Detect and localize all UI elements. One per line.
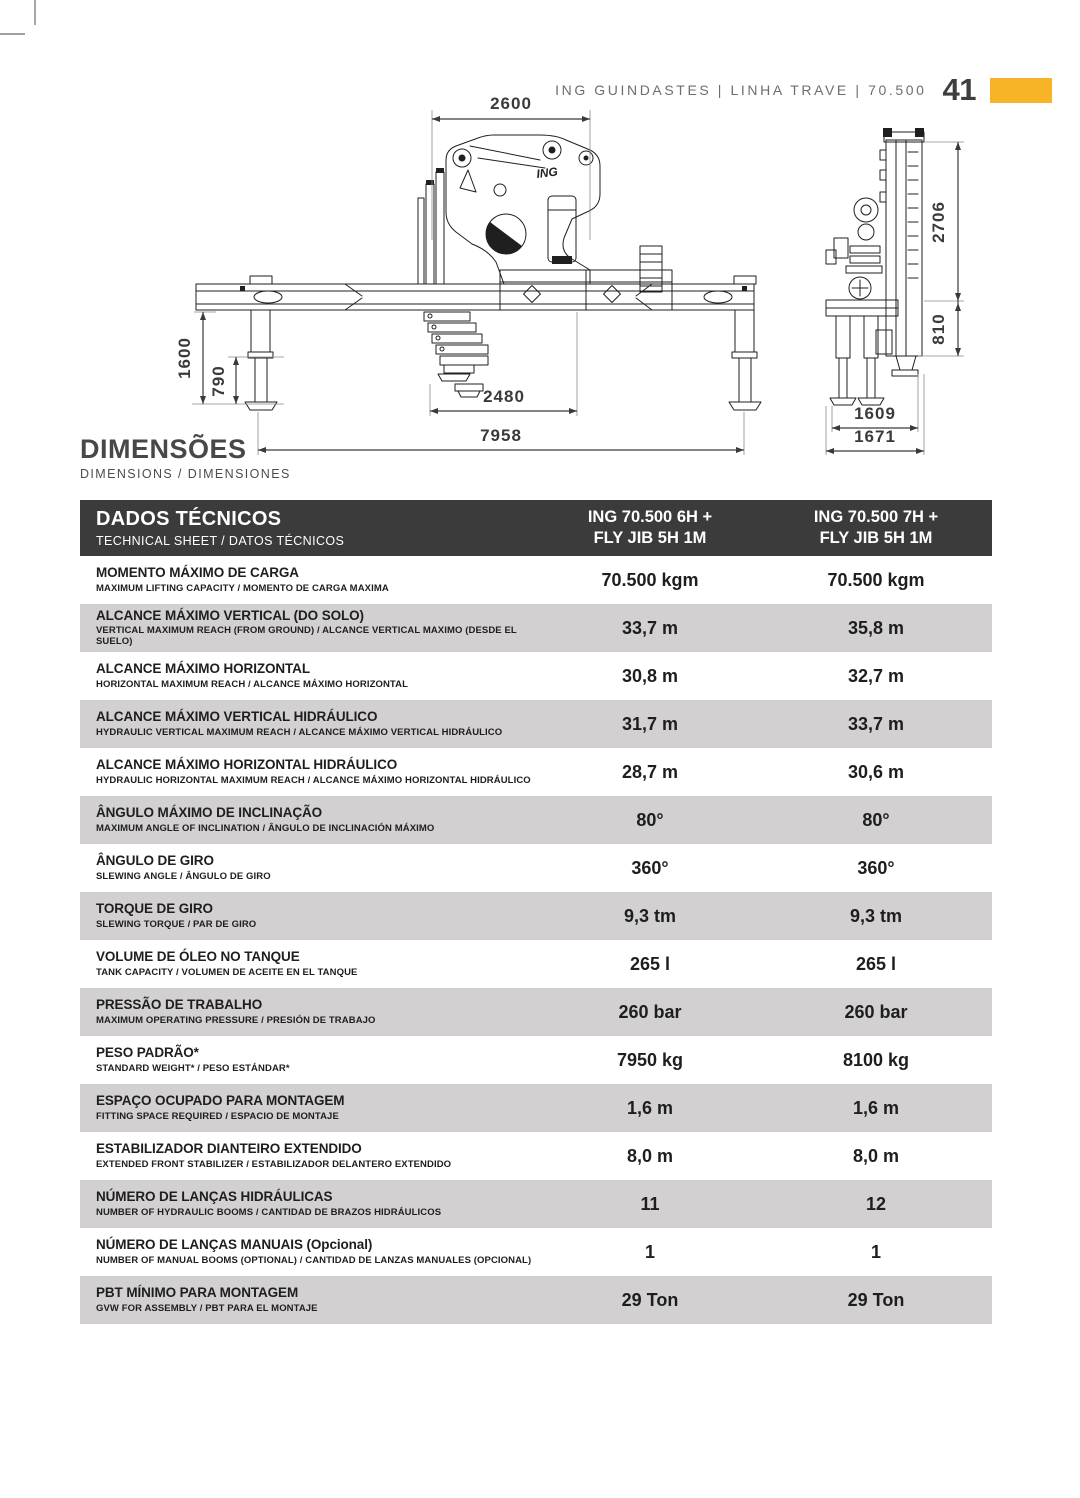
row-value-6h: 260 bar <box>618 1001 682 1022</box>
page-number: 41 <box>942 72 976 107</box>
row-title: ÂNGULO DE GIRO <box>96 852 214 868</box>
side-view-drawing <box>196 135 761 410</box>
row-title: NÚMERO DE LANÇAS HIDRÁULICAS <box>96 1188 333 1204</box>
rear-view-drawing <box>826 128 924 405</box>
row-title: ÂNGULO MÁXIMO DE INCLINAÇÃO <box>96 804 323 820</box>
row-title: ALCANCE MÁXIMO HORIZONTAL <box>96 660 310 676</box>
ing-logo: ING <box>535 164 559 181</box>
row-subtitle: NUMBER OF MANUAL BOOMS (OPTIONAL) / CANTIDAD DE LANZAS MANUALES (OPCIONAL) <box>96 1254 532 1266</box>
side-view-dimensions <box>175 94 744 455</box>
row-title: ALCANCE MÁXIMO VERTICAL (DO SOLO) <box>96 607 364 623</box>
row-value-6h: 28,7 m <box>621 761 679 782</box>
row-value-6h: 30,8 m <box>621 665 679 686</box>
table-row <box>80 652 992 700</box>
row-title: ALCANCE MÁXIMO HORIZONTAL HIDRÁULICO <box>96 756 398 772</box>
row-value-7h: 30,6 m <box>847 761 905 782</box>
column-header-6h-line1: ING 70.500 6H + <box>587 508 713 527</box>
row-value-6h: 11 <box>640 1193 660 1214</box>
row-title: PESO PADRÃO* <box>96 1044 199 1060</box>
table-subtitle: TECHNICAL SHEET / DATOS TÉCNICOS <box>96 534 345 548</box>
row-value-7h: 12 <box>865 1193 887 1214</box>
dim-support-width-outer-label: 1671 <box>854 427 896 446</box>
row-value-7h: 70.500 kgm <box>827 569 925 590</box>
table-row <box>80 940 992 988</box>
column-header-7h-line1: ING 70.500 7H + <box>813 508 939 527</box>
row-value-6h: 31,7 m <box>621 713 679 734</box>
rear-view-dimensions <box>826 142 964 455</box>
row-title: NÚMERO DE LANÇAS MANUAIS (Opcional) <box>96 1236 373 1252</box>
row-subtitle: EXTENDED FRONT STABILIZER / ESTABILIZADOR DELANTERO EXTENDIDO <box>96 1158 452 1170</box>
row-value-6h: 70.500 kgm <box>601 569 699 590</box>
row-subtitle: STANDARD WEIGHT* / PESO ESTÁNDAR* <box>96 1062 290 1074</box>
column-header-6h-line2: FLY JIB 5H 1M <box>593 529 707 547</box>
row-subtitle: MAXIMUM LIFTING CAPACITY / MOMENTO DE CARGA MAXIMA <box>96 582 389 594</box>
dim-jack-stroke-label: 790 <box>209 365 228 397</box>
row-title: VOLUME DE ÓLEO NO TANQUE <box>96 948 300 964</box>
table-row <box>80 1228 992 1276</box>
row-subtitle: GVW FOR ASSEMBLY / PBT PARA EL MONTAJE <box>96 1302 318 1314</box>
table-row <box>80 1132 992 1180</box>
row-subtitle: HYDRAULIC VERTICAL MAXIMUM REACH / ALCANCE MÁXIMO VERTICAL HIDRÁULICO <box>96 726 503 738</box>
column-header-6h <box>540 500 760 556</box>
crop-marks <box>0 0 35 34</box>
dim-stabilizer-height-label: 1600 <box>175 337 194 379</box>
table-header-label <box>80 500 540 556</box>
row-title: PRESSÃO DE TRABALHO <box>96 996 263 1012</box>
table-title: DADOS TÉCNICOS <box>96 508 282 530</box>
row-subtitle: HYDRAULIC HORIZONTAL MAXIMUM REACH / ALCANCE MÁXIMO HORIZONTAL HIDRÁULICO <box>96 774 531 786</box>
row-value-6h: 7950 kg <box>616 1049 684 1070</box>
dim-stowed-length-label: 2480 <box>483 387 525 406</box>
row-subtitle: MAXIMUM ANGLE OF INCLINATION / ÂNGULO DE INCLINACIÓN MÁXIMO <box>96 822 435 834</box>
row-value-7h: 32,7 m <box>847 665 905 686</box>
row-value-7h: 9,3 tm <box>849 905 903 926</box>
table-row <box>80 1084 992 1132</box>
table-row <box>80 844 992 892</box>
row-value-6h: 1,6 m <box>626 1097 674 1118</box>
table-row <box>80 988 992 1036</box>
row-subtitle: FITTING SPACE REQUIRED / ESPACIO DE MONTAJE <box>96 1110 339 1122</box>
row-value-7h: 29 Ton <box>847 1289 905 1310</box>
row-value-7h: 33,7 m <box>847 713 905 734</box>
row-title: MOMENTO MÁXIMO DE CARGA <box>96 564 299 580</box>
row-title: PBT MÍNIMO PARA MONTAGEM <box>96 1284 299 1300</box>
column-header-7h <box>760 500 992 556</box>
row-subtitle: MAXIMUM OPERATING PRESSURE / PRESIÓN DE TRABAJO <box>96 1014 376 1026</box>
dim-total-span-label: 7958 <box>480 426 522 445</box>
table-row <box>80 1180 992 1228</box>
table-row <box>80 1036 992 1084</box>
row-value-7h: 260 bar <box>844 1001 908 1022</box>
row-title: ESPAÇO OCUPADO PARA MONTAGEM <box>96 1092 345 1108</box>
row-value-6h: 9,3 tm <box>623 905 677 926</box>
row-value-6h: 29 Ton <box>621 1289 679 1310</box>
page-title: DIMENSÕES <box>80 434 247 464</box>
table-row <box>80 796 992 844</box>
accent-block <box>990 78 1052 103</box>
row-subtitle: NUMBER OF HYDRAULIC BOOMS / CANTIDAD DE BRAZOS HIDRÁULICOS <box>96 1206 442 1218</box>
table-row <box>80 700 992 748</box>
row-value-6h: 8,0 m <box>626 1145 674 1166</box>
column-header-7h-line2: FLY JIB 5H 1M <box>819 529 933 547</box>
row-subtitle: SLEWING TORQUE / PAR DE GIRO <box>96 918 257 930</box>
row-subtitle: HORIZONTAL MAXIMUM REACH / ALCANCE MÁXIMO HORIZONTAL <box>96 678 408 690</box>
dim-lower-section-label: 810 <box>929 313 948 345</box>
row-title: ESTABILIZADOR DIANTEIRO EXTENDIDO <box>96 1140 362 1156</box>
table-row <box>80 1276 992 1324</box>
row-title: ALCANCE MÁXIMO VERTICAL HIDRÁULICO <box>96 708 378 724</box>
dim-support-width-inner-label: 1609 <box>854 404 896 423</box>
dim-folded-height-label: 2706 <box>929 201 948 243</box>
dim-boom-width-label: 2600 <box>490 94 532 113</box>
row-value-7h: 1,6 m <box>852 1097 900 1118</box>
page-header <box>555 72 1052 108</box>
table-row <box>80 604 992 652</box>
row-value-7h: 265 l <box>855 953 897 974</box>
row-value-6h: 1 <box>644 1241 655 1262</box>
row-subtitle: TANK CAPACITY / VOLUMEN DE ACEITE EN EL TANQUE <box>96 966 358 978</box>
row-value-7h: 80° <box>862 809 890 830</box>
table-header <box>80 500 992 556</box>
dimensions-section-header <box>80 436 291 481</box>
row-title: TORQUE DE GIRO <box>96 900 213 916</box>
row-value-6h: 360° <box>631 857 669 878</box>
table-body <box>80 556 992 1324</box>
table-row <box>80 748 992 796</box>
breadcrumb: ING GUINDASTES | LINHA TRAVE | 70.500 <box>555 82 927 98</box>
row-value-6h: 80° <box>636 809 664 830</box>
row-subtitle: SLEWING ANGLE / ÂNGULO DE GIRO <box>96 870 271 882</box>
row-value-7h: 8100 kg <box>842 1049 910 1070</box>
spec-table <box>80 500 992 1324</box>
row-value-6h: 33,7 m <box>621 617 679 638</box>
table-row <box>80 556 992 604</box>
row-value-7h: 1 <box>870 1241 881 1262</box>
row-value-6h: 265 l <box>629 953 671 974</box>
page-subtitle: DIMENSIONS / DIMENSIONES <box>80 467 291 481</box>
row-value-7h: 360° <box>857 857 895 878</box>
row-value-7h: 8,0 m <box>852 1145 900 1166</box>
row-subtitle: VERTICAL MAXIMUM REACH (FROM GROUND) / ALCANCE VERTICAL MAXIMO (DESDE EL SUELO) <box>96 625 517 647</box>
row-value-7h: 35,8 m <box>847 617 905 638</box>
table-row <box>80 892 992 940</box>
